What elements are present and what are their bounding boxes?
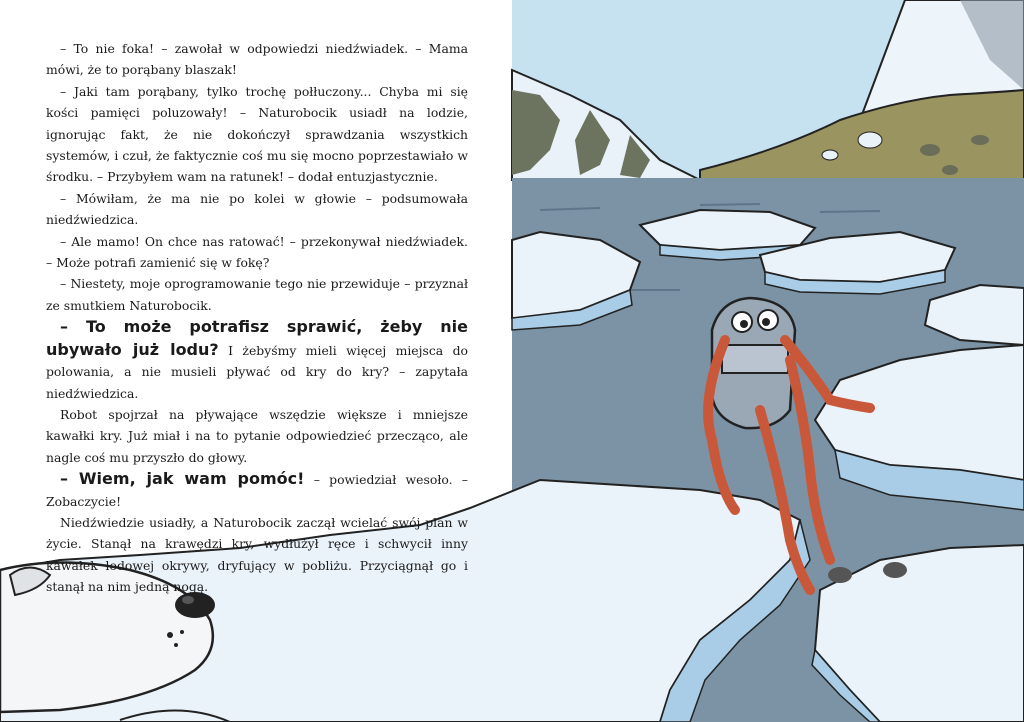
paragraph (46, 512, 468, 598)
paragraph (46, 81, 468, 188)
paragraph-text: – powiedział wesoło. – Zobaczycie! (46, 472, 468, 509)
paragraph (46, 468, 468, 512)
paragraph-text: – Niestety, moje oprogramowanie tego nie przewiduje – przyznał ze smutkiem Naturobocik. (46, 276, 468, 313)
emphasized-text: – To może potrafisz sprawić, żeby nie ubywało już lodu? (46, 317, 468, 359)
emphasized-text: – Wiem, jak wam pomóc! (60, 469, 305, 489)
paragraph-text: – Jaki tam porąbany, tylko trochę połłuczony... Chyba mi się kości pamięci poluzowały! – Naturobocik usiadł na lodzie, ignorując fakt, że nie dokończył sprawdzania wszystkich systemów, i czuł, że faktycznie coś mu się mocno poprzestawiało w środku. – Przybyłem wam na ratunek! – dodał entuzjastycznie. (46, 83, 468, 185)
paragraph (46, 231, 468, 274)
paragraph (46, 38, 468, 81)
paragraph-text: – To nie foka! – zawołał w odpowiedzi niedźwiadek. – Mama mówi, że to porąbany blaszak! (46, 41, 468, 78)
paragraph (46, 188, 468, 231)
paragraph-text: Niedźwiedzie usiadły, a Naturobocik zaczął wcielać swój plan w życie. Stanął na krawędzi kry, wydłużył ręce i schwycił inny kawałek lodowej okrywy, dryfujący w pobliżu. Przyciągnął go i stanął na nim jedną nogą. (46, 514, 468, 595)
paragraph (46, 316, 468, 404)
paragraph-text: – Mówiłam, że ma nie po kolei w głowie – podsumowała niedźwiedzica. (46, 190, 468, 228)
story-text (46, 38, 468, 598)
paragraph-text: – Ale mamo! On chce nas ratować! – przekonywał niedźwiadek. – Może potrafi zamienić się w fokę? (46, 233, 468, 271)
paragraph (46, 273, 468, 316)
paragraph (46, 404, 468, 468)
paragraph-text: I żebyśmy mieli więcej miejsca do polowania, a nie musieli pływać od kry do kry? – zapytała niedźwiedzica. (46, 342, 468, 401)
paragraph-text: Robot spojrzał na pływające wszędzie większe i mniejsze kawałki kry. Już miał i na to pytanie odpowiedzieć przecząco, ale nagle coś mu przyszło do głowy. (46, 406, 468, 465)
